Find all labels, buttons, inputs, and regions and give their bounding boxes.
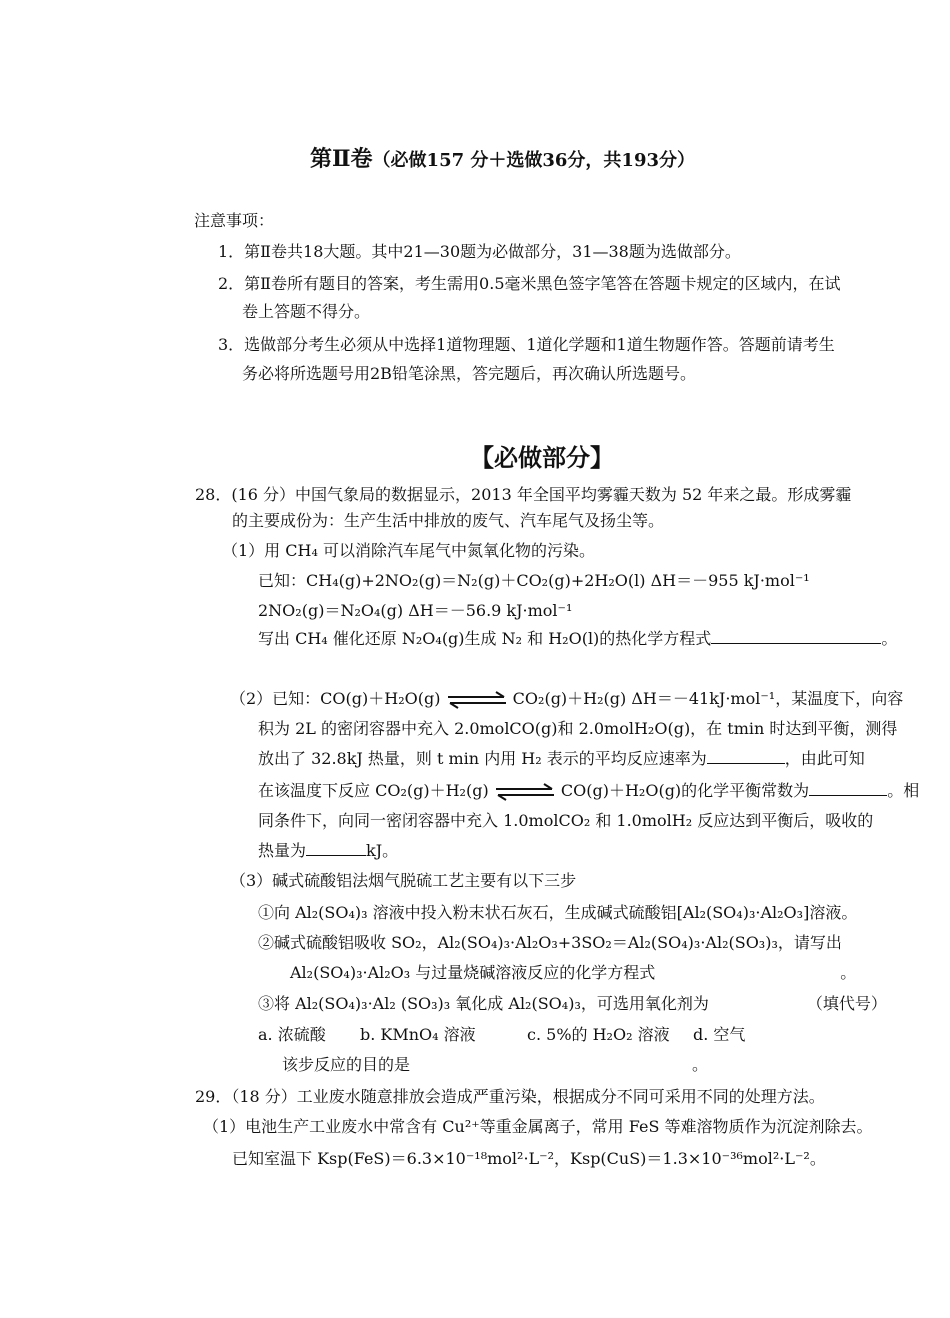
q28-part2-f1: 热量为 [258,841,307,860]
q28-intro-a: 28．(16 分）中国气象局的数据显示，2013 年全国平均雾霾天数为 52 年来之最。形成雾霾 [195,485,852,504]
q28-part3-purpose-text: 该步反应的目的是 [282,1055,411,1074]
q29-part1-b: 已知室温下 Ksp(FeS)＝6.3×10⁻¹⁸mol²·L⁻²，Ksp(CuS)＝1.3×10⁻³⁶mol²·L⁻²。 [232,1149,826,1168]
q28-part3-step2b [290,962,856,984]
note-item-1: 1．第Ⅱ卷共18大题。其中21—30题为必做部分，31—38题为选做部分。 [218,242,741,261]
q28-part2-d3: 。相 [887,781,920,800]
q29-intro: 29．（18 分）工业废水随意排放会造成严重污染，根据成分不同可采用不同的处理方法。 [195,1087,825,1106]
paper-title-main: 第Ⅱ卷 [310,146,373,172]
q28-option-c: c. 5%的 H₂O₂ 溶液 [527,1025,670,1044]
answer-blank[interactable] [711,629,881,644]
q28-part3-purpose [282,1054,708,1076]
q28-part3-step3 [258,993,887,1015]
paper-title [310,142,695,173]
equilibrium-arrow-icon [446,690,508,710]
answer-blank[interactable] [809,781,887,796]
q28-intro-b: 的主要成份为：生产生活中排放的废气、汽车尾气及扬尘等。 [232,511,665,530]
q28-part2-b: 积为 2L 的密闭容器中充入 2.0molCO(g)和 2.0molH₂O(g)，在 tmin 时达到平衡，测得 [258,719,898,738]
q28-part2-c2: ，由此可知 [784,749,865,768]
q28-option-a: a. 浓硫酸 [258,1025,326,1044]
q28-part2-c1: 放出了 32.8kJ 热量，则 t min 内用 H₂ 表示的平均反应速率为 [258,749,707,768]
q28-part3-step2b-text: Al₂(SO₄)₃·Al₂O₃ 与过量烧碱溶液反应的化学方程式 [290,963,656,982]
note-item-2a: 2．第Ⅱ卷所有题目的答案，考生需用0.5毫米黑色签字笔答在答题卡规定的区域内，在试 [218,274,841,293]
q28-part2-d1: 在该温度下反应 CO₂(g)＋H₂(g) [258,781,489,800]
equilibrium-arrow-icon [494,782,556,802]
q28-part3-purpose-end: 。 [692,1055,709,1074]
note-item-2b: 卷上答题不得分。 [242,302,371,321]
q28-part3-step1: ①向 Al₂(SO₄)₃ 溶液中投入粉末状石灰石，生成碱式硫酸铝[Al₂(SO₄)₃·Al₂O₃]溶液。 [258,903,858,922]
q28-option-b: b. KMnO₄ 溶液 [360,1025,476,1044]
q28-part2-line-d [258,780,919,802]
q28-part1: （1）用 CH₄ 可以消除汽车尾气中氮氧化物的污染。 [222,541,595,560]
q28-part3: （3）碱式硫酸铝法烟气脱硫工艺主要有以下三步 [230,871,577,890]
notes-heading: 注意事项： [194,211,275,230]
q28-part2-line-f [258,840,398,862]
note-item-3b: 务必将所选题号用2B铅笔涂黑，答完题后，再次确认所选题号。 [242,364,696,383]
q28-part2-a1: （2）已知：CO(g)＋H₂O(g) [230,689,441,708]
q28-part3-step3-end: （填代号） [806,994,887,1013]
q28-part2-e: 同条件下，向同一密闭容器中充入 1.0molCO₂ 和 1.0molH₂ 反应达到平衡后，吸收的 [258,811,874,830]
answer-blank[interactable] [707,749,785,764]
q28-part3-step2a: ②碱式硫酸铝吸收 SO₂，Al₂(SO₄)₃·Al₂O₃+3SO₂＝Al₂(SO₄)₃·Al₂(SO₃)₃，请写出 [258,933,842,952]
q28-part1-eq1: 已知：CH₄(g)+2NO₂(g)＝N₂(g)＋CO₂(g)+2H₂O(l) ΔH＝－955 kJ·mol⁻¹ [258,571,810,590]
answer-blank[interactable] [306,841,366,856]
q28-part1-end: 。 [881,629,898,648]
q28-part2-d2: CO(g)＋H₂O(g)的化学平衡常数为 [560,781,810,800]
q28-part2-line-a [230,688,903,710]
q28-part1-ask-text: 写出 CH₄ 催化还原 N₂O₄(g)生成 N₂ 和 H₂O(l)的热化学方程式 [258,629,712,648]
q28-option-d: d. 空气 [693,1025,746,1044]
q28-part2-a2: CO₂(g)＋H₂(g) ΔH＝－41kJ·mol⁻¹，某温度下，向容 [512,689,904,708]
q28-part2-line-c [258,748,865,770]
q29-part1: （1）电池生产工业废水中常含有 Cu²⁺等重金属离子，常用 FeS 等难溶物质作为沉淀剂除去。 [203,1117,873,1136]
q28-part1-ask [258,628,897,650]
q28-part2-f2: kJ。 [366,841,399,860]
paper-title-sub: （必做157 分＋选做36分，共193分） [372,150,696,171]
note-item-3a: 3．选做部分考生必须从中选择1道物理题、1道化学题和1道生物题作答。答题前请考生 [218,335,835,354]
q28-part3-step2b-end: 。 [840,963,857,982]
q28-part3-step3-text: ③将 Al₂(SO₄)₃·Al₂ (SO₃)₃ 氧化成 Al₂(SO₄)₃，可选用氧化剂为 [258,994,709,1013]
q28-part1-eq2: 2NO₂(g)＝N₂O₄(g) ΔH＝－56.9 kJ·mol⁻¹ [258,601,573,620]
section-title: 【必做部分】 [470,443,614,472]
